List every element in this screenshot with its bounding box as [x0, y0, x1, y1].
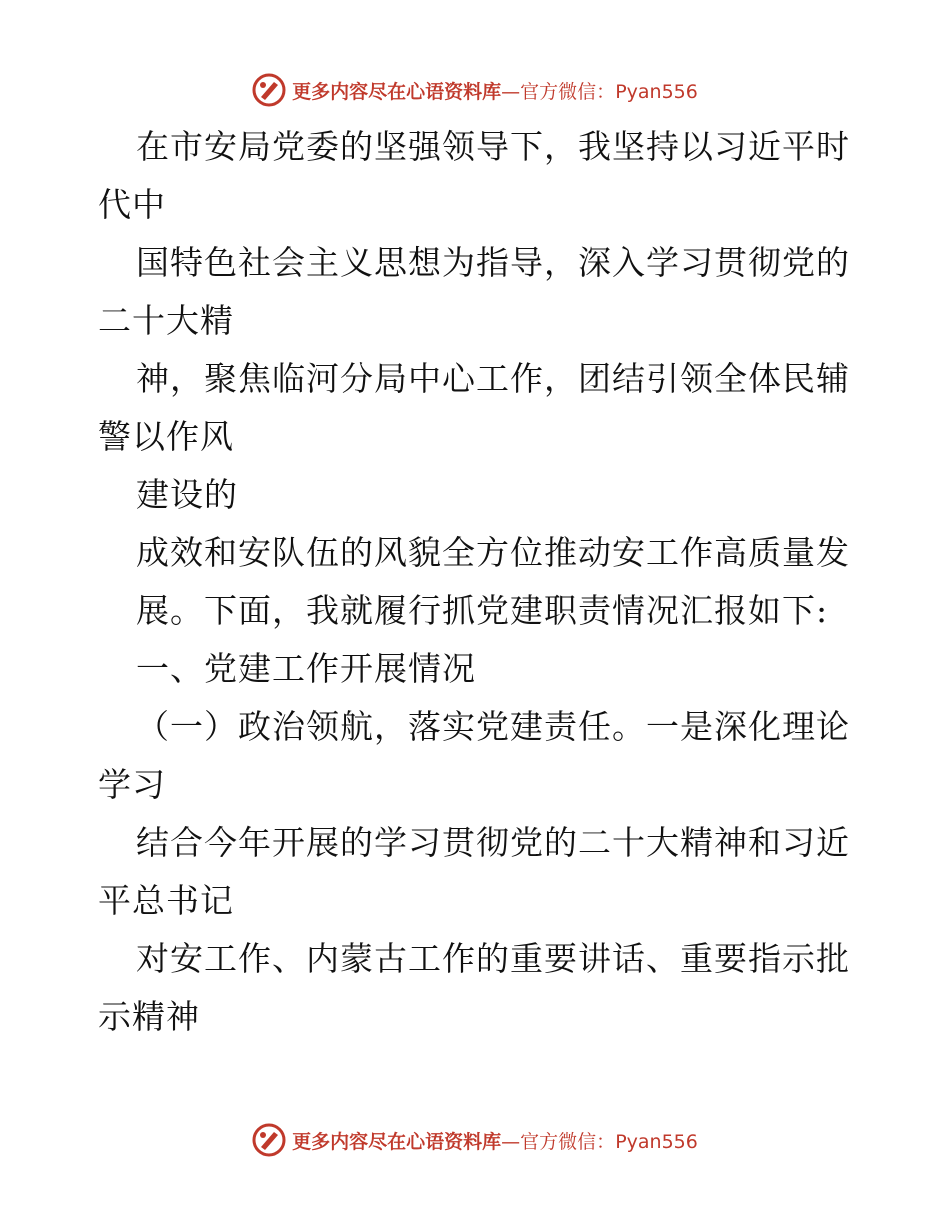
seal-logo-icon: [252, 73, 286, 107]
paragraph-line: 代中: [98, 185, 166, 224]
paragraph-line: 国特色社会主义思想为指导，深入学习贯彻党的: [136, 243, 850, 282]
header-dash: —: [501, 80, 521, 103]
footer-dash: —: [501, 1130, 521, 1153]
section-heading: 一、党建工作开展情况: [136, 649, 476, 688]
paragraph-line: 展。下面，我就履行抓党建职责情况汇报如下:: [136, 591, 829, 630]
paragraph-line: 对安工作、内蒙古工作的重要讲话、重要指示批: [136, 939, 850, 978]
paragraph-line: 建设的: [136, 475, 238, 514]
footer-banner: [0, 1120, 950, 1160]
seal-logo-icon: [252, 1123, 286, 1157]
footer-wechat-id: Pyan556: [615, 1130, 698, 1153]
paragraph-line: 二十大精: [98, 301, 234, 340]
header-banner-text: [292, 77, 698, 104]
paragraph-line: 成效和安队伍的风貌全方位推动安工作高质量发: [136, 533, 850, 572]
footer-banner-text: [292, 1127, 698, 1154]
paragraph-line: （一）政治领航，落实党建责任。一是深化理论: [136, 707, 850, 746]
header-site-name: 更多内容尽在心语资料库: [292, 80, 502, 103]
paragraph-line: 警以作风: [98, 417, 234, 456]
footer-banner-content: [252, 1123, 698, 1157]
header-wechat-id: Pyan556: [615, 80, 698, 103]
paragraph-line: 在市安局党委的坚强领导下，我坚持以习近平时: [136, 127, 850, 166]
paragraph-line: 学习: [98, 765, 166, 804]
header-wechat-label: 官方微信：: [520, 80, 616, 103]
footer-site-name: 更多内容尽在心语资料库: [292, 1130, 502, 1153]
paragraph-line: 结合今年开展的学习贯彻党的二十大精神和习近: [136, 823, 850, 862]
header-banner-content: [252, 73, 698, 107]
paragraph-line: 神，聚焦临河分局中心工作，团结引领全体民辅: [136, 359, 850, 398]
paragraph-line: 平总书记: [98, 881, 234, 920]
document-body: [98, 118, 858, 1046]
paragraph-line: 示精神: [98, 997, 200, 1036]
footer-wechat-label: 官方微信：: [520, 1130, 616, 1153]
header-banner: [0, 70, 950, 110]
